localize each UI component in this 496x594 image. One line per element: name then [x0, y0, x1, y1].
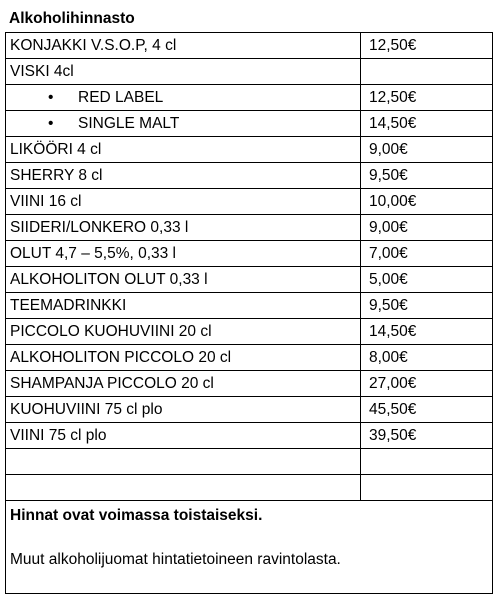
table-row — [6, 397, 493, 423]
item-name: OLUT 4,7 – 5,5%, 0,33 l — [10, 244, 177, 262]
item-name-cell — [6, 449, 361, 475]
item-name-cell — [6, 163, 361, 189]
table-row — [6, 111, 493, 137]
item-name-cell — [6, 33, 361, 59]
item-name-cell — [6, 59, 361, 85]
note-row — [6, 501, 493, 594]
item-price: 9,50€ — [361, 293, 493, 319]
item-name: VIINI 75 cl plo — [10, 426, 107, 444]
table-row — [6, 293, 493, 319]
item-price: 7,00€ — [361, 241, 493, 267]
item-price: 9,50€ — [361, 163, 493, 189]
table-row — [6, 163, 493, 189]
item-name: SINGLE MALT — [78, 114, 180, 132]
table-row — [6, 345, 493, 371]
table-row — [6, 423, 493, 449]
item-price — [361, 59, 493, 85]
item-name: LIKÖÖRI 4 cl — [10, 140, 102, 158]
item-name: KUOHUVIINI 75 cl plo — [10, 400, 163, 418]
item-price: 5,00€ — [361, 267, 493, 293]
table-row — [6, 59, 493, 85]
item-name-cell — [6, 293, 361, 319]
document-title: Alkoholihinnasto — [9, 10, 135, 27]
item-name-cell — [6, 475, 361, 501]
item-price: 9,00€ — [361, 137, 493, 163]
item-price: 9,00€ — [361, 215, 493, 241]
item-price: 27,00€ — [361, 371, 493, 397]
item-name-cell — [6, 85, 361, 111]
item-price — [361, 475, 493, 501]
item-name: RED LABEL — [78, 88, 164, 106]
item-name: TEEMADRINKKI — [10, 296, 127, 314]
item-price: 45,50€ — [361, 397, 493, 423]
item-name: ALKOHOLITON PICCOLO 20 cl — [10, 348, 232, 366]
item-name: SHAMPANJA PICCOLO 20 cl — [10, 374, 214, 392]
item-price: 12,50€ — [361, 85, 493, 111]
item-name-cell — [6, 319, 361, 345]
item-name: SHERRY 8 cl — [10, 166, 103, 184]
other-drinks-note: Muut alkoholijuomat hintatietoineen ravintolasta. — [10, 551, 341, 568]
price-table — [5, 32, 493, 594]
item-name: ALKOHOLITON OLUT 0,33 l — [10, 270, 208, 288]
item-name-cell — [6, 215, 361, 241]
table-row — [6, 33, 493, 59]
table-row — [6, 371, 493, 397]
item-name-cell — [6, 423, 361, 449]
table-row — [6, 241, 493, 267]
price-table-body — [6, 33, 493, 501]
item-name-cell — [6, 397, 361, 423]
item-name-cell — [6, 189, 361, 215]
item-price: 39,50€ — [361, 423, 493, 449]
table-row — [6, 267, 493, 293]
table-row — [6, 449, 493, 475]
item-price: 10,00€ — [361, 189, 493, 215]
bullet-icon: • — [48, 88, 54, 106]
item-name-cell — [6, 267, 361, 293]
item-name: PICCOLO KUOHUVIINI 20 cl — [10, 322, 212, 340]
item-name: SIIDERI/LONKERO 0,33 l — [10, 218, 189, 236]
table-row — [6, 319, 493, 345]
item-name-cell — [6, 371, 361, 397]
item-name-cell — [6, 241, 361, 267]
item-name: VISKI 4cl — [10, 62, 74, 80]
bullet-icon: • — [48, 114, 54, 132]
item-name: VIINI 16 cl — [10, 192, 82, 210]
validity-note: Hinnat ovat voimassa toistaiseksi. — [10, 507, 263, 524]
table-row — [6, 475, 493, 501]
item-name: KONJAKKI V.S.O.P, 4 cl — [10, 36, 177, 54]
item-price: 8,00€ — [361, 345, 493, 371]
table-row — [6, 189, 493, 215]
item-price: 14,50€ — [361, 319, 493, 345]
item-name-cell — [6, 345, 361, 371]
table-row — [6, 85, 493, 111]
item-name-cell — [6, 137, 361, 163]
note-cell — [6, 501, 493, 594]
item-price — [361, 449, 493, 475]
table-row — [6, 137, 493, 163]
item-price: 12,50€ — [361, 33, 493, 59]
table-row — [6, 215, 493, 241]
item-price: 14,50€ — [361, 111, 493, 137]
item-name-cell — [6, 111, 361, 137]
price-list-document — [5, 5, 492, 594]
